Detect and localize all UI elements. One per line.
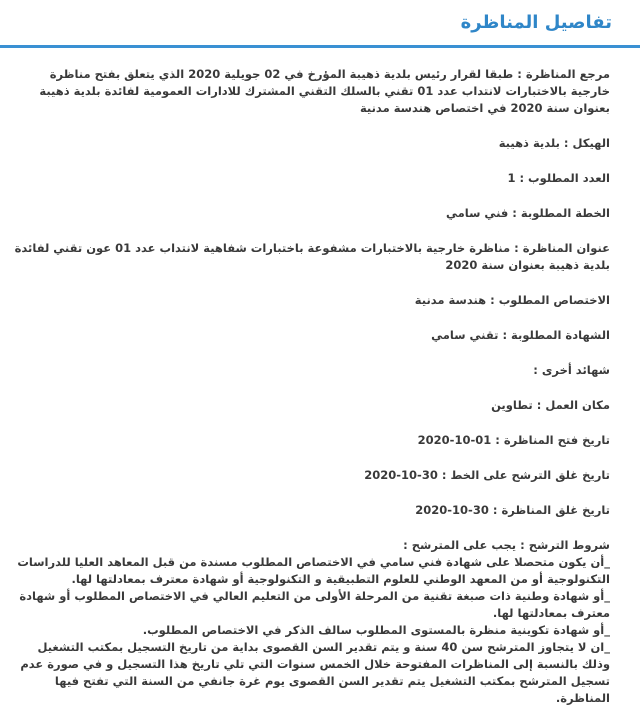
field-close-date-text: تاريخ غلق المناظرة : 30-10-2020: [415, 503, 610, 517]
field-open-date: [14, 432, 610, 449]
field-position: [14, 205, 610, 222]
field-other-degrees: [14, 362, 610, 379]
field-online-close-date: [14, 467, 610, 484]
field-close-date: [14, 502, 610, 519]
page-title: تفاصيل المناظرة: [460, 12, 612, 33]
condition-item: _أو شهادة وطنية ذات صبغة تقنية من المرحلة الأولى من التعليم العالي في الاختصاص المطلوب أو شهادة معترف بمعادلتها لها.: [19, 589, 610, 620]
field-competition-title-text: عنوان المناظرة : مناظرة خارجية بالاختبارات مشفوعة باختبارات شفاهية لانتداب عدد 01 عون تقني لفائدة بلدية ذهيبة بعنوان سنة 2020: [14, 241, 610, 272]
field-position-text: الخطة المطلوبة : فني سامي: [446, 206, 610, 220]
field-structure: [14, 135, 610, 152]
field-reference: [14, 66, 610, 117]
field-competition-title: [14, 240, 610, 274]
field-online-close-date-text: تاريخ غلق الترشح على الخط : 30-10-2020: [364, 468, 610, 482]
field-degree-text: الشهادة المطلوبة : تقني سامي: [431, 328, 610, 342]
condition-item: _ان لا يتجاوز المترشح سن 40 سنة و يتم تقدير السن القصوى بداية من تاريخ التسجيل بمكتب التشغيل وذلك بالنسبة إلى المناظرات المفتوحة خلال الخمس سنوات التي تلي تاريخ هذا التسجيل و في صورة عدم تسجيل المترشح بمكتب التشغيل يتم تقدير السن القصوى يوم غرة جانفي من السنة التي تفتح فيها المناظرة.: [20, 640, 610, 705]
field-specialty: [14, 292, 610, 309]
field-reference-text: مرجع المناظرة : طبقا لقرار رئيس بلدية ذهيبة المؤرخ في 02 جويلية 2020 الذي يتعلق بفتح مناظرة خارجية بالاختبارات لانتداب عدد 01 تقني بالسلك التقني المشترك للادارات العمومية لفائدة بلدية ذهيبة بعنوان سنة 2020 في اختصاص هندسة مدنية: [39, 67, 610, 115]
field-other-degrees-text: شهائد أخرى :: [533, 363, 610, 377]
condition-item: _أن يكون متحصلا على شهادة فني سامي في الاختصاص المطلوب مسندة من قبل المعاهد العليا للدراسات التكنولوجية أو من المعهد الوطني للعلوم التطبيقية و التكنولوجية أو شهادة معترف بمعادلتها لها.: [17, 555, 610, 586]
field-workplace: [14, 397, 610, 414]
conditions-title: شروط الترشح : يجب على المترشح :: [403, 538, 610, 552]
header: [0, 0, 640, 48]
field-open-date-text: تاريخ فتح المناظرة : 01-10-2020: [417, 433, 610, 447]
field-workplace-text: مكان العمل : تطاوين: [491, 398, 610, 412]
field-required-number-text: العدد المطلوب : 1: [507, 171, 610, 185]
field-degree: [14, 327, 610, 344]
condition-item: _أو شهادة تكوينية منظرة بالمستوى المطلوب سالف الذكر في الاختصاص المطلوب.: [142, 623, 610, 637]
competition-details: [0, 48, 640, 707]
field-required-number: [14, 170, 610, 187]
field-specialty-text: الاختصاص المطلوب : هندسة مدنية: [414, 293, 610, 307]
field-structure-text: الهيكل : بلدية ذهيبة: [498, 136, 610, 150]
